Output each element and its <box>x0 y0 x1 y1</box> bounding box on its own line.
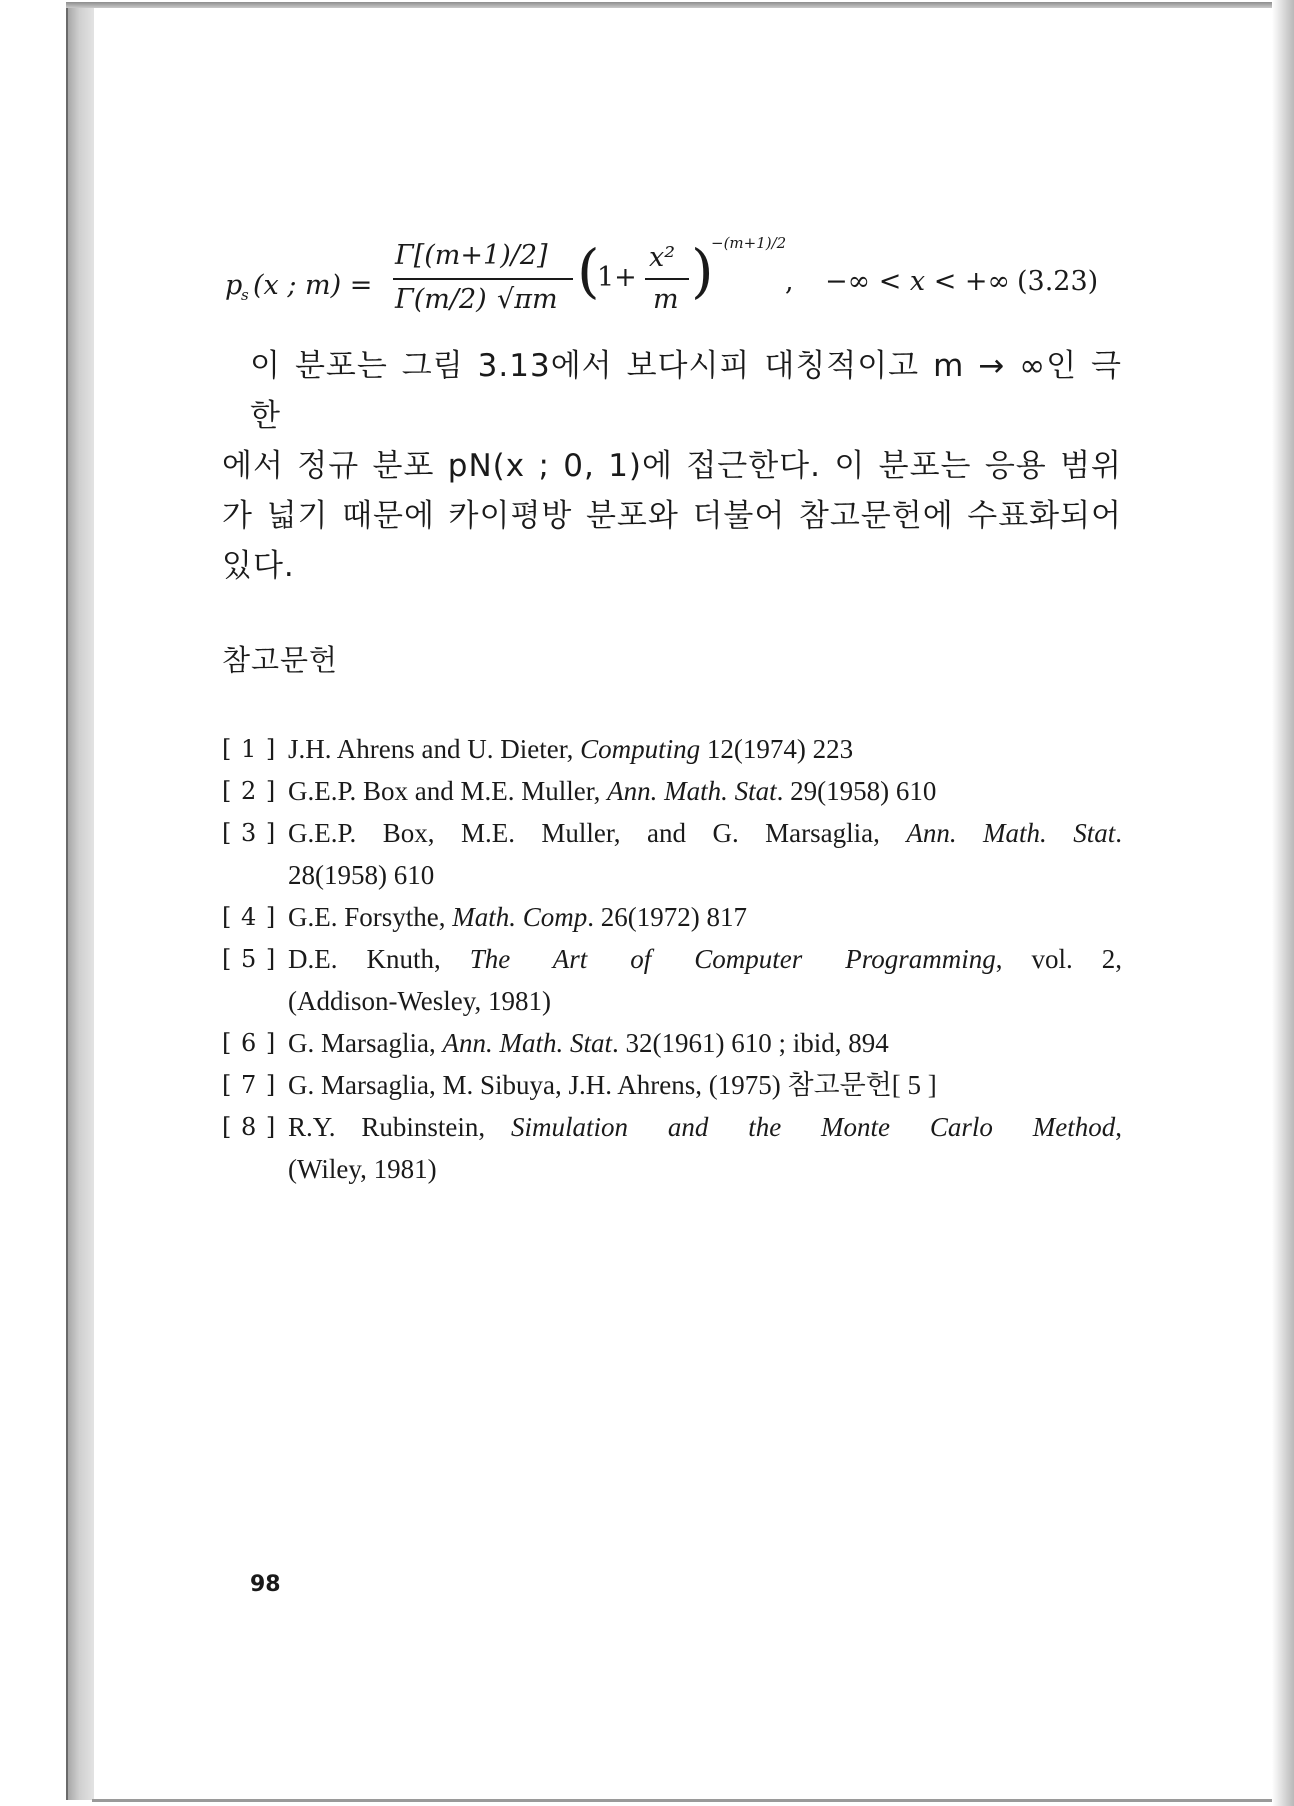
reference-details: . 32(1961) 610 ; ibid, 894 <box>611 1028 889 1058</box>
eq-inner-den: m <box>653 284 679 315</box>
eq-numerator: Γ[(m+1)/2] <box>395 240 548 271</box>
reference-details: . 26(1972) 817 <box>587 902 747 932</box>
eq-left-paren: ( <box>577 237 600 305</box>
reference-continuation: (Addison-Wesley, 1981) <box>288 986 552 1016</box>
eq-lhs: p <box>225 270 243 301</box>
paragraph-line-1: 이 분포는 그림 3.13에서 보다시피 대칭적이고 m → ∞인 극한 <box>250 348 1122 434</box>
reference-item-4 <box>222 896 1122 938</box>
eq-right-paren: ) <box>691 237 714 305</box>
reference-authors: D.E. Knuth, <box>288 944 470 974</box>
eq-exponent: −(m+1)/2 <box>711 234 787 252</box>
reference-number: [ 8 ] <box>222 1113 277 1141</box>
eq-inner-one: 1+ <box>597 262 637 293</box>
equation-3-23 <box>225 234 1125 320</box>
eq-label: (3.23) <box>1017 266 1099 297</box>
reference-continuation: 28(1958) 610 <box>288 860 435 890</box>
reference-item-1 <box>222 728 1122 770</box>
page-left-edge <box>66 8 96 1800</box>
reference-text <box>288 812 1122 854</box>
page-number: 98 <box>250 1572 281 1597</box>
reference-authors: J.H. Ahrens and U. Dieter, <box>288 734 581 764</box>
reference-text <box>288 1106 1122 1148</box>
eq-lhs-sub: s <box>241 286 249 304</box>
eq-fraction-bar <box>393 278 573 280</box>
reference-item-6 <box>222 1022 1122 1064</box>
page-bottom-edge <box>92 1799 1272 1802</box>
paragraph-line-3: 가 넓기 때문에 카이평방 분포와 더불어 참고문헌에 수표화되어 <box>222 498 1122 534</box>
body-paragraph <box>222 341 1122 591</box>
reference-authors: R.Y. Rubinstein, <box>288 1112 511 1142</box>
reference-book-title: The Art of Computer Programming <box>469 944 996 974</box>
eq-range: −∞ < x < +∞ <box>825 266 1011 297</box>
reference-details: , <box>1115 1112 1122 1142</box>
reference-item-3 <box>222 812 1122 896</box>
reference-journal: Math. Comp <box>452 902 588 932</box>
reference-text: G. Marsaglia, M. Sibuya, J.H. Ahrens, (1975) 참고문헌[ 5 ] <box>288 1070 937 1100</box>
reference-details: . <box>1115 818 1122 848</box>
reference-authors: G.E.P. Box and M.E. Muller, <box>288 776 608 806</box>
reference-details: , vol. 2, <box>995 944 1122 974</box>
reference-item-8 <box>222 1106 1122 1190</box>
references-heading: 참고문헌 <box>222 643 339 677</box>
reference-journal: Ann. Math. Stat <box>906 818 1116 848</box>
reference-journal: Computing <box>580 734 701 764</box>
reference-text <box>288 734 853 764</box>
paragraph-line-4: 있다. <box>222 548 295 584</box>
reference-book-title: Simulation and the Monte Carlo Method <box>511 1112 1116 1142</box>
reference-text <box>288 776 936 806</box>
reference-details: 12(1974) 223 <box>700 734 854 764</box>
eq-lhs-args: (x ; m) = <box>253 270 373 301</box>
reference-number: [ 2 ] <box>222 777 277 805</box>
reference-continuation: (Wiley, 1981) <box>288 1154 437 1184</box>
reference-authors: G.E. Forsythe, <box>288 902 453 932</box>
reference-number: [ 3 ] <box>222 819 277 847</box>
reference-details: . 29(1958) 610 <box>776 776 937 806</box>
paragraph-line-2: 에서 정규 분포 pN(x ; 0, 1)에 접근한다. 이 분포는 응용 범위 <box>222 448 1122 484</box>
reference-item-7 <box>222 1064 1122 1106</box>
eq-comma: , <box>785 266 794 297</box>
reference-text <box>288 1028 889 1058</box>
reference-item-2 <box>222 770 1122 812</box>
reference-authors: G.E.P. Box, M.E. Muller, and G. Marsaglia, <box>288 818 907 848</box>
references-list <box>222 728 1122 1190</box>
eq-inner-num: x² <box>649 242 676 273</box>
reference-item-5 <box>222 938 1122 1022</box>
reference-number: [ 4 ] <box>222 903 277 931</box>
eq-denominator-b: √πm <box>497 284 558 315</box>
eq-inner-bar <box>645 278 689 280</box>
page-right-edge <box>1272 0 1294 1806</box>
reference-number: [ 5 ] <box>222 945 277 973</box>
reference-number: [ 6 ] <box>222 1029 277 1057</box>
eq-denominator-a: Γ(m/2) <box>395 284 487 315</box>
reference-journal: Ann. Math. Stat <box>442 1028 612 1058</box>
reference-text <box>288 938 1122 980</box>
reference-number: [ 7 ] <box>222 1071 277 1099</box>
reference-text <box>288 902 747 932</box>
reference-authors: G. Marsaglia, <box>288 1028 443 1058</box>
reference-journal: Ann. Math. Stat <box>607 776 777 806</box>
reference-number: [ 1 ] <box>222 735 277 763</box>
